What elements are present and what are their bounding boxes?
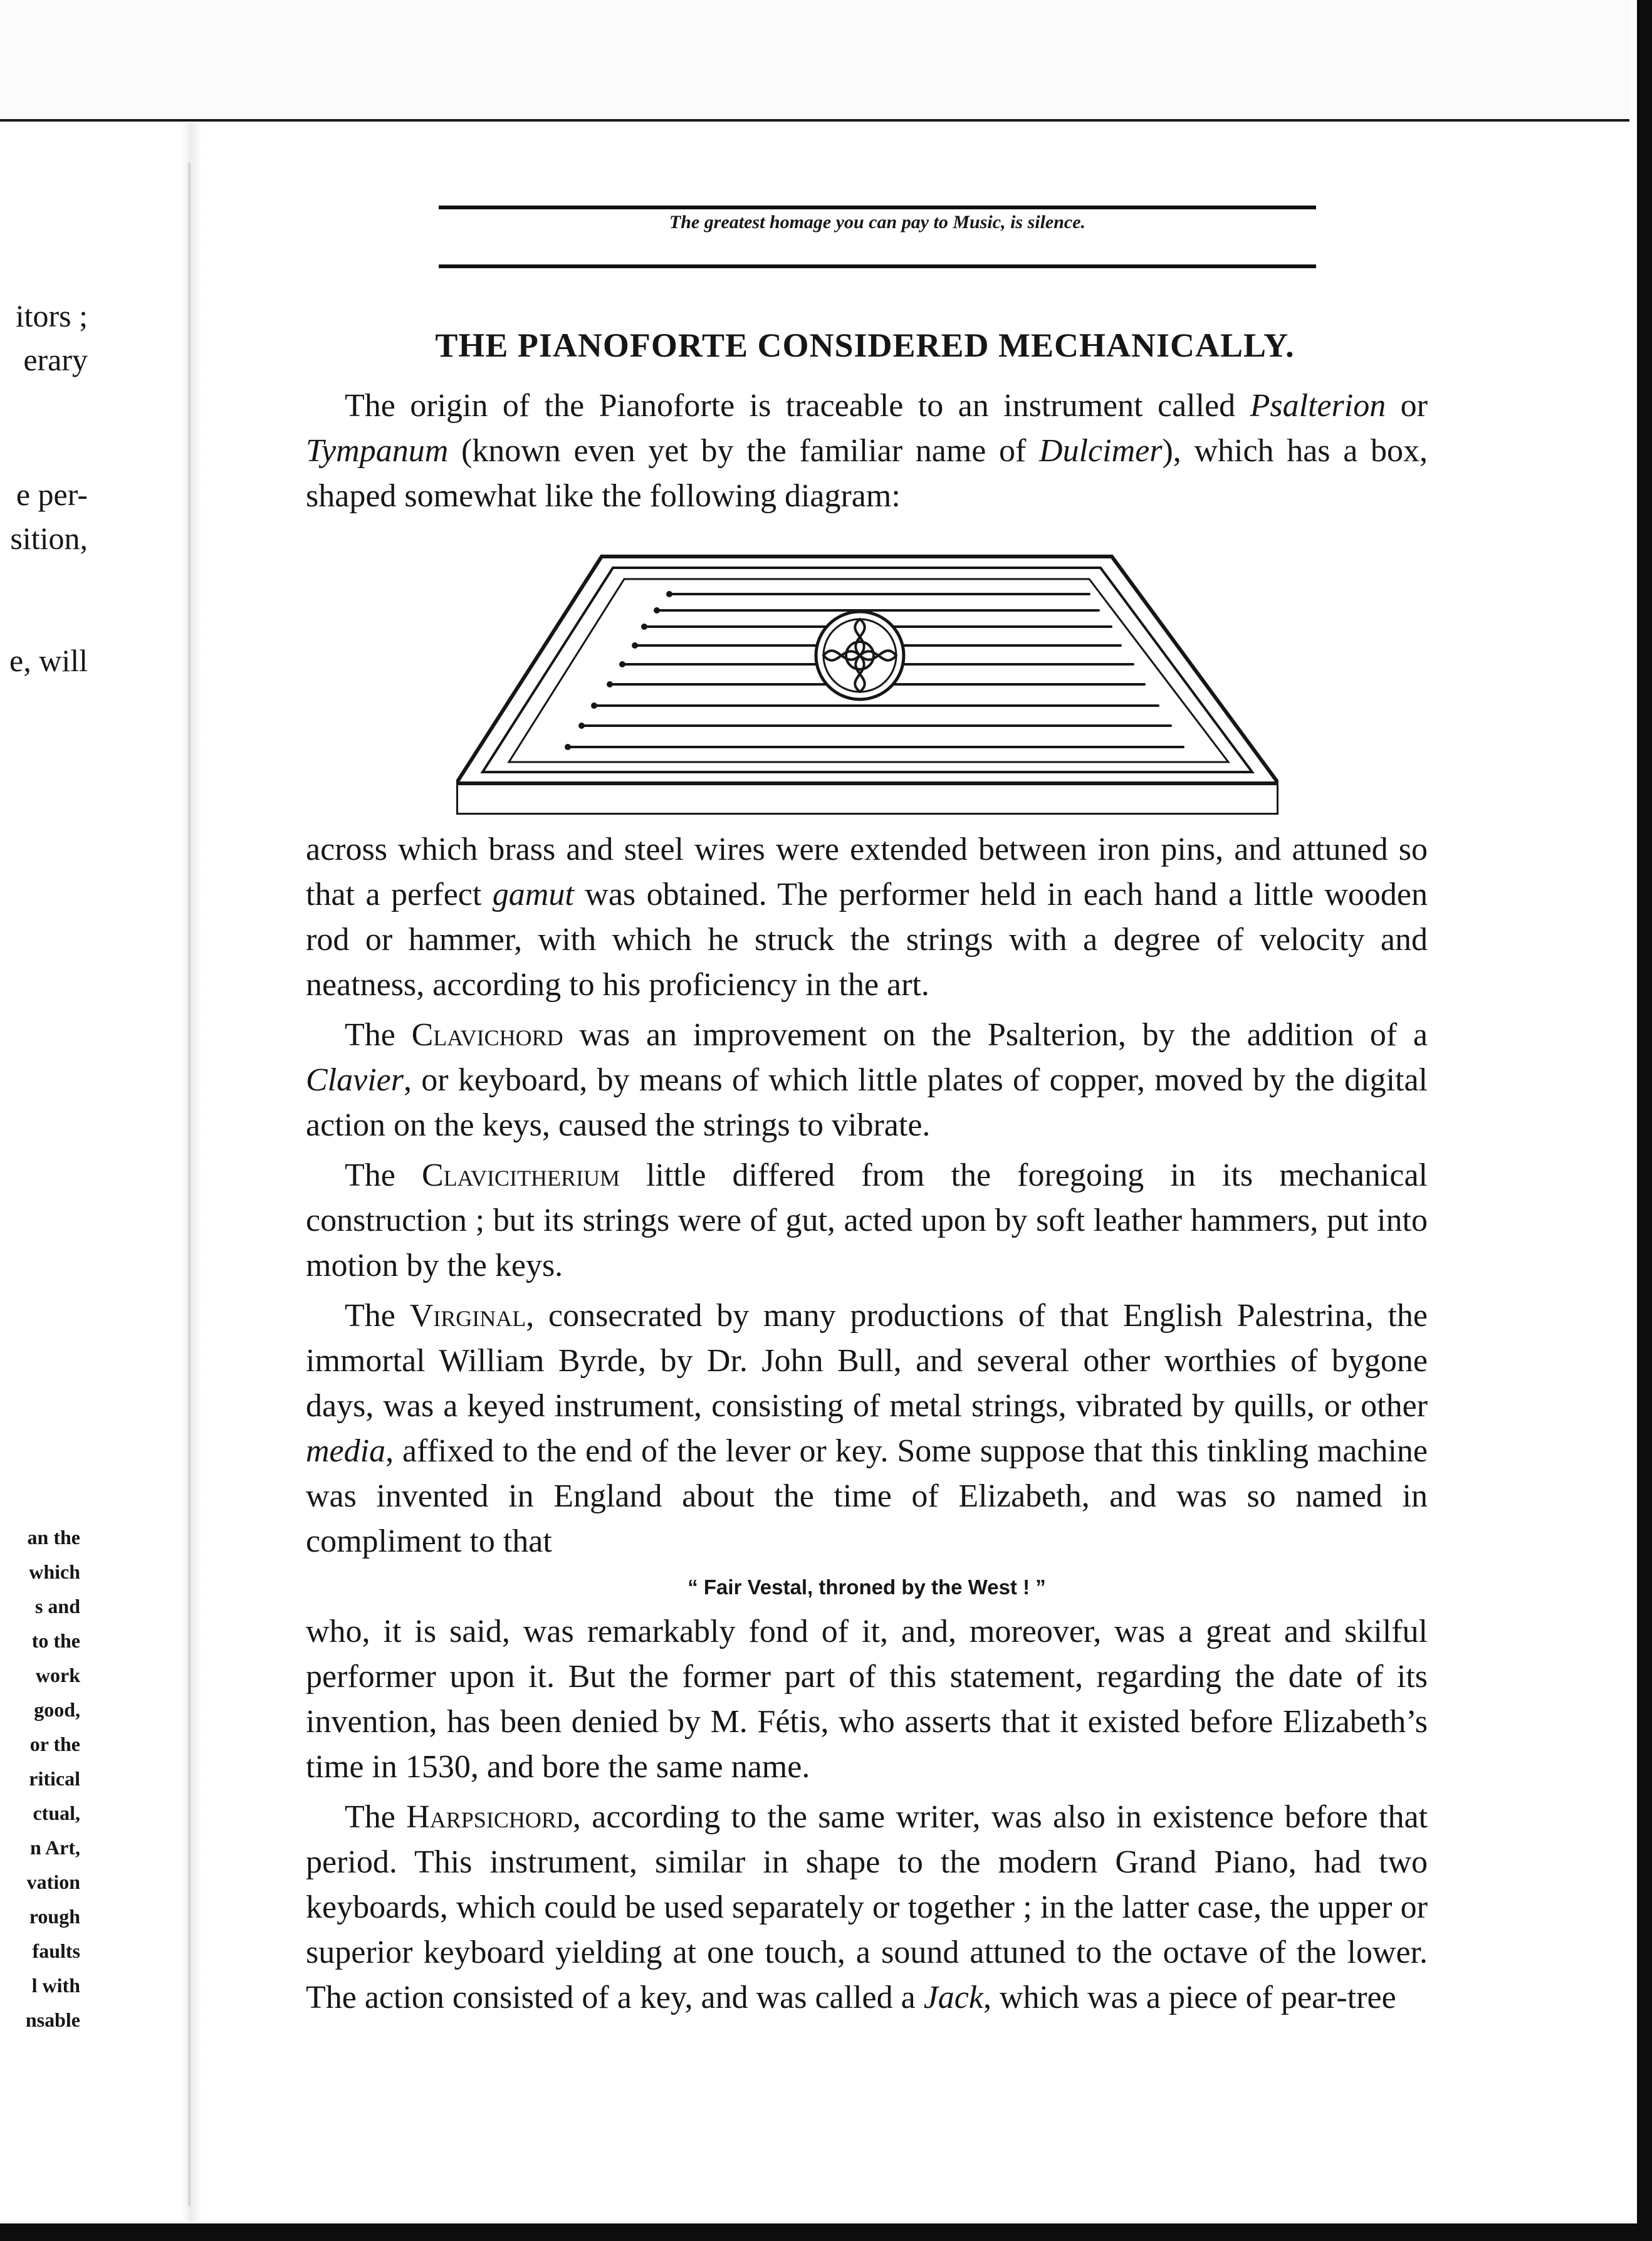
facing-page-column (0, 122, 188, 2222)
margin-fragment: e, will (9, 643, 88, 678)
term-jack: Jack (923, 1980, 983, 2015)
margin-fragment: l with (31, 1974, 80, 1997)
term-clavicitherium: Clavicitherium (421, 1157, 620, 1193)
term-virginal: Virginal (409, 1298, 526, 1334)
term-clavichord: Clavichord (411, 1017, 563, 1053)
book-gutter (182, 122, 202, 2222)
gutter-shadow (188, 163, 191, 2206)
paragraph-harpsichord: The Harpsichord, according to the same writer, was also in existence before that period. This instrument, similar in shape to the modern Grand Piano, had two keyboards, which could be used separately or together ; in the latter case, the upper or superior keyboard yielding at one touch, a sound attuned to the octave of the lower. The action consisted of a key, and was called a Jack, which was a piece of pear-tree (306, 1799, 1428, 2015)
margin-fragment: ctual, (33, 1802, 80, 1824)
quotation: “ Fair Vestal, throned by the West ! ” (687, 1575, 1046, 1599)
paragraph-clavichord: The Clavichord was an improvement on the Psalterion, by the addition of a Clavier, or keyboard, by means of which little plates of copper, moved by the digital action on the keys, caused the strings to vibrate. (306, 1017, 1428, 1143)
bottom-rule (439, 264, 1316, 268)
term-media: media (306, 1433, 386, 1469)
margin-fragment: an the (27, 1526, 80, 1549)
margin-fragment: erary (23, 342, 88, 377)
margin-fragment: s and (34, 1595, 80, 1617)
margin-fragment: ritical (29, 1767, 80, 1790)
term-dulcimer: Dulcimer (1039, 433, 1163, 469)
margin-fragment: faults (32, 1940, 80, 1962)
intro-paragraph: The origin of the Pianoforte is traceable to an instrument called Psalterion or Tympanum (known even yet by the familiar name of Dulcimer), which has a box, shaped somewhat like the following diagram: (306, 388, 1428, 514)
term-clavier: Clavier (306, 1062, 404, 1098)
margin-fragment: work (35, 1664, 80, 1686)
previous-page-edge (0, 0, 1629, 122)
margin-fragment: e per- (16, 477, 88, 512)
paragraph-psalterion: across which brass and steel wires were extended between iron pins, and attuned so that a perfect gamut was obtained. The performer held in each hand a little wooden rod or hammer, with which he struck the strings with a degree of velocity and neatness, according to his proficiency in the art. (306, 832, 1428, 1003)
margin-fragment: or the (29, 1733, 80, 1755)
margin-fragment: to the (31, 1629, 80, 1652)
paragraph-virginal: The Virginal, consecrated by many productions of that English Palestrina, the immortal William Byrde, by Dr. John Bull, and several other worthies of bygone days, was a keyed instrument, consisting of metal strings, vibrated by quills, or other media, affixed to the end of the lever or key. Some suppose that this tinkling machine was invented in England about the time of Elizabeth, and was so named in compliment to that (306, 1298, 1428, 1559)
term-harpsichord: Harpsichord (406, 1799, 573, 1835)
margin-fragment: vation (26, 1871, 80, 1893)
scan-border-right (1637, 0, 1652, 2241)
margin-fragment: itors ; (15, 298, 88, 333)
margin-fragment: sition, (10, 521, 88, 556)
scan-border-bottom (0, 2223, 1652, 2241)
term-psalterion: Psalterion (1250, 388, 1386, 424)
paragraph-fetis: who, it is said, was remarkably fond of it, and, moreover, was a great and skilful performer upon it. But the former part of this statement, regarding the date of its invention, has been denied by M. Fétis, who asserts that it existed before Elizabeth’s time in 1530, and bore the same name. (306, 1614, 1428, 1785)
top-rule (439, 206, 1316, 209)
margin-fragment: n Art, (30, 1836, 80, 1859)
motto: The greatest homage you can pay to Music, is silence. (669, 212, 1086, 232)
margin-fragment: nsable (25, 2009, 80, 2031)
paragraph-clavicitherium: The Clavicitherium little differed from the foregoing in its mechanical construction ; but its strings were of gut, acted upon by soft leather hammers, put into motion by the keys. (306, 1157, 1428, 1283)
term-tympanum: Tympanum (306, 433, 449, 469)
margin-fragment: rough (29, 1905, 80, 1928)
article-body (306, 827, 1428, 2025)
margin-fragment: good, (34, 1698, 80, 1721)
intro-block (306, 384, 1428, 524)
article-title: THE PIANOFORTE CONSIDERED MECHANICALLY. (435, 326, 1295, 364)
dulcimer-diagram-icon (456, 545, 1278, 815)
term-gamut: gamut (492, 877, 574, 912)
margin-fragment: which (29, 1560, 80, 1583)
